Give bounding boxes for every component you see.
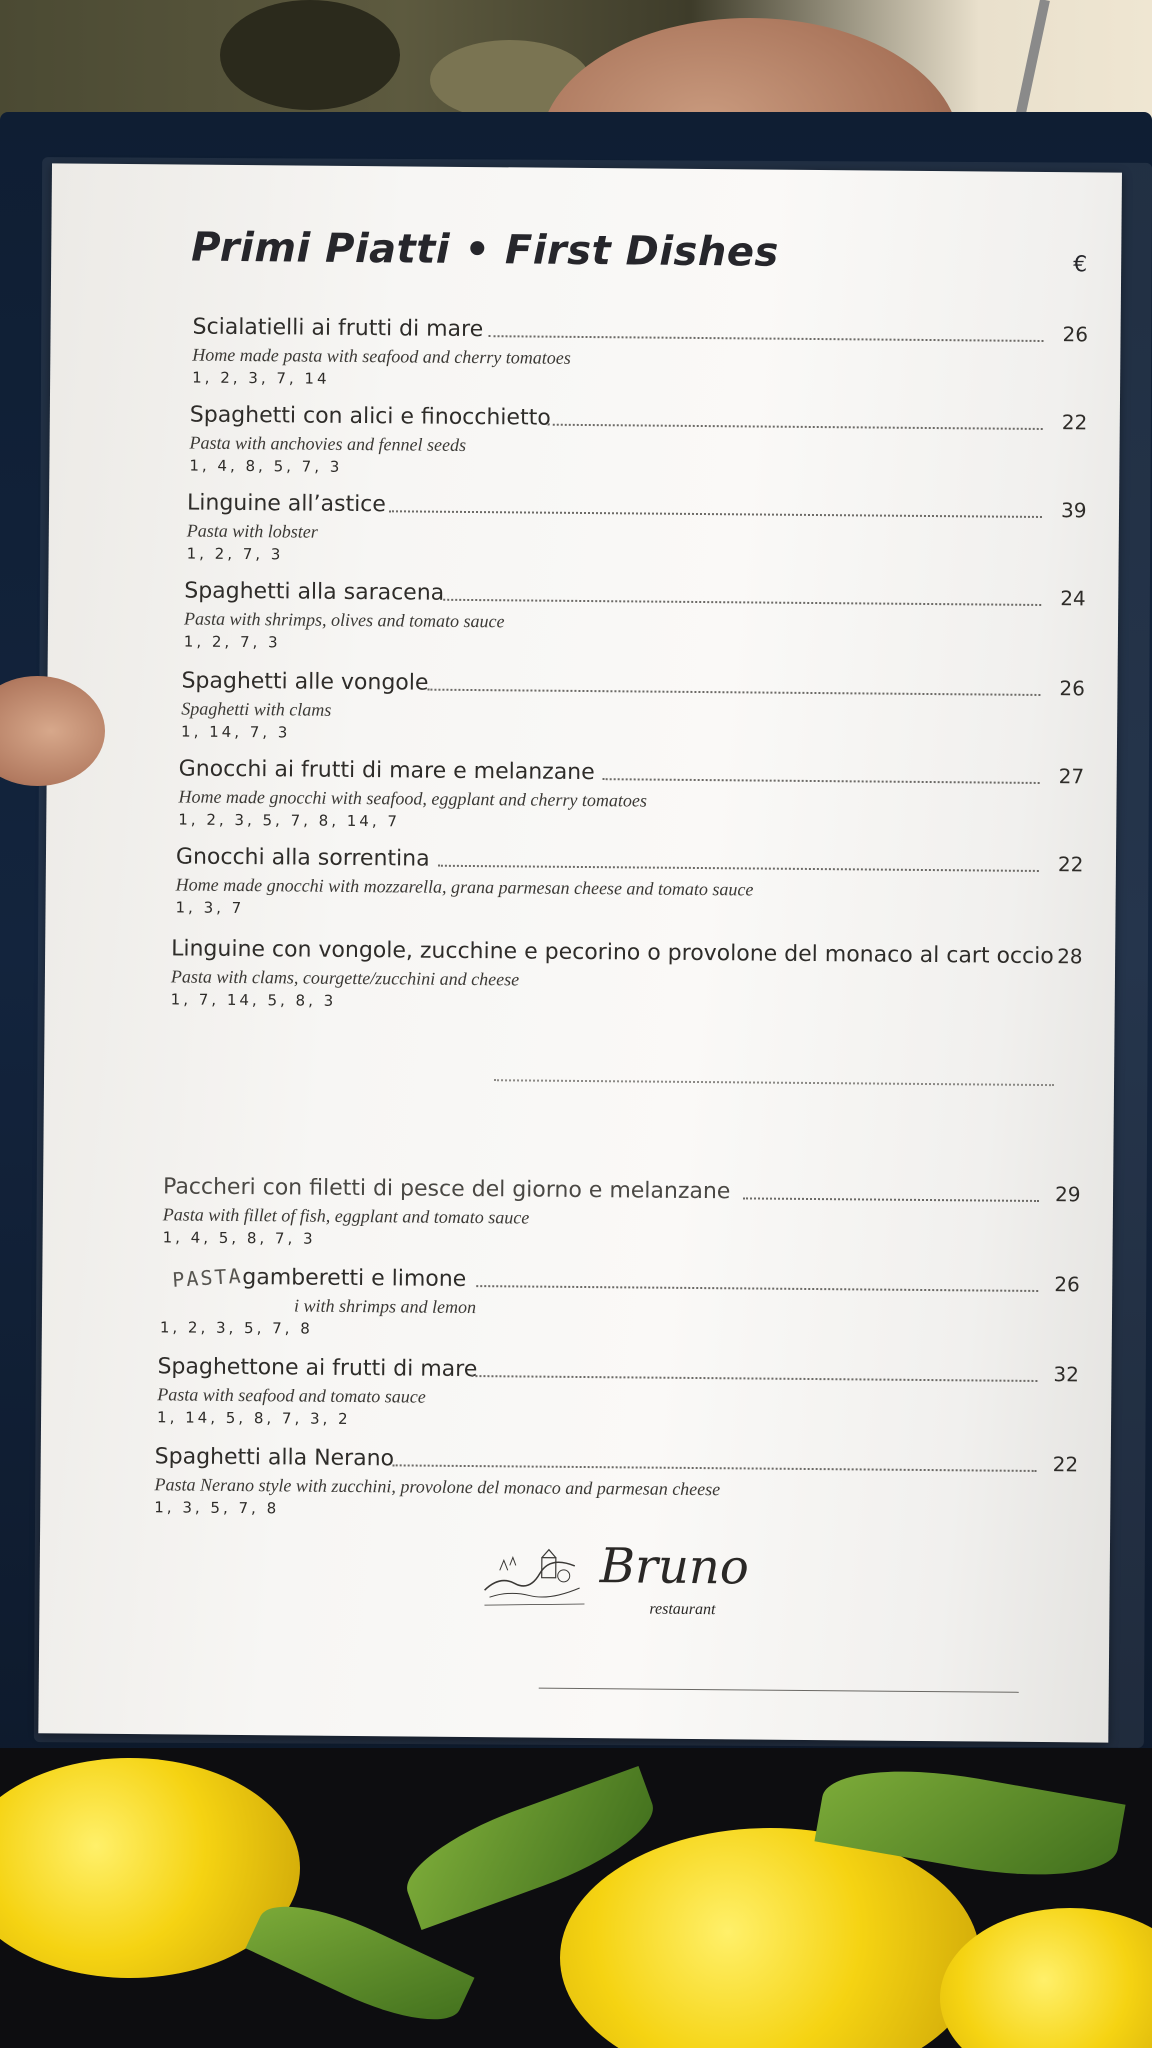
item-price: 39 <box>1060 498 1087 523</box>
menu-item <box>50 313 1121 412</box>
item-name: Gnocchi alla sorrentina <box>175 844 430 872</box>
item-name: Spaghettone ai frutti di mare <box>157 1354 478 1383</box>
item-allergens: 1, 3, 5, 7, 8 <box>154 1498 280 1518</box>
item-description: Pasta with fillet of fish, eggplant and tomato sauce <box>162 1204 530 1228</box>
item-allergens: 1, 2, 3, 5, 7, 8 <box>159 1318 313 1338</box>
item-description: Home made gnocchi with seafood, eggplant and cherry tomatoes <box>178 786 647 811</box>
menu-title: Primi Piatti • First Dishes <box>191 224 779 276</box>
handwritten-note: PASTA <box>171 1263 244 1292</box>
currency-symbol: € <box>1073 252 1088 278</box>
item-name: Paccheri con filetti di pesce del giorno e melanzane <box>162 1174 731 1205</box>
item-name: Linguine all’astice <box>186 490 386 518</box>
menu-item <box>48 489 1119 588</box>
coast-sketch-icon <box>479 1535 590 1616</box>
restaurant-logo: Bruno <box>599 1538 749 1596</box>
leader-dots <box>427 689 1040 696</box>
leader-dots <box>443 599 1041 606</box>
lemon-shape <box>560 1828 980 2048</box>
menu-item <box>45 843 1116 942</box>
item-description: Pasta Nerano style with zucchini, provolone del monaco and parmesan cheese <box>154 1474 721 1500</box>
item-name: Spaghetti con alici e finocchietto <box>189 402 551 431</box>
item-price: 28 <box>1057 944 1083 969</box>
item-allergens: 1, 4, 8, 5, 7, 3 <box>189 456 343 476</box>
item-description: i with shrimps and lemon <box>293 1295 477 1318</box>
item-description: Spaghetti with clams <box>181 698 332 720</box>
lemon-print-fabric <box>0 1748 1152 2048</box>
menu-item <box>42 1173 1113 1272</box>
camo-shape <box>220 0 400 110</box>
menu-item <box>44 935 1115 1034</box>
item-name: Spaghetti alla Nerano <box>154 1444 395 1472</box>
item-price: 26 <box>1062 322 1089 347</box>
item-name: Spaghetti alla saracena <box>184 578 445 606</box>
leader-dots <box>389 510 1042 518</box>
item-name: Gnocchi ai frutti di mare e melanzane <box>178 756 595 786</box>
item-name: gamberetti e limone <box>242 1265 467 1292</box>
leader-dots <box>393 1464 1037 1472</box>
item-description: Pasta with anchovies and fennel seeds <box>189 432 467 455</box>
item-price: 22 <box>1052 1452 1079 1477</box>
item-price: 22 <box>1057 852 1084 877</box>
item-price: 22 <box>1061 410 1088 435</box>
item-allergens: 1, 4, 5, 8, 7, 3 <box>162 1228 316 1248</box>
menu-page <box>38 163 1122 1742</box>
leader-dots <box>603 778 1040 784</box>
footer-divider <box>539 1688 1019 1693</box>
leader-dots <box>438 865 1039 872</box>
item-allergens: 1, 14, 7, 3 <box>180 722 291 742</box>
item-allergens: 1, 2, 3, 5, 7, 8, 14, 7 <box>178 810 401 831</box>
item-allergens: 1, 3, 7 <box>175 898 245 918</box>
item-price: 24 <box>1060 586 1086 611</box>
item-description: Home made pasta with seafood and cherry tomatoes <box>192 344 571 368</box>
leader-dots <box>494 1079 1054 1086</box>
menu-item <box>41 1353 1112 1452</box>
menu-item <box>47 667 1118 766</box>
item-description: Pasta with seafood and tomato sauce <box>157 1384 426 1407</box>
item-allergens: 1, 2, 7, 3 <box>183 632 281 652</box>
menu-item <box>40 1443 1111 1542</box>
item-name: Scialatielli ai frutti di mare <box>192 314 484 343</box>
item-allergens: 1, 14, 5, 8, 7, 3, 2 <box>157 1408 351 1428</box>
leader-dots <box>476 1285 1038 1292</box>
item-allergens: 1, 7, 14, 5, 8, 3 <box>170 990 337 1010</box>
restaurant-logo-subtitle: restaurant <box>649 1600 716 1619</box>
item-allergens: 1, 2, 7, 3 <box>186 544 284 564</box>
item-price: 26 <box>1059 676 1086 701</box>
menu-item <box>46 755 1117 854</box>
leader-dots <box>743 1197 1039 1202</box>
item-description: Pasta with clams, courgette/zucchini and cheese <box>170 966 520 990</box>
leader-dots <box>489 335 1044 342</box>
item-name: Linguine con vongole, zucchine e pecorino o provolone del monaco al cart occio <box>171 936 1054 970</box>
leader-dots <box>471 1375 1037 1382</box>
item-description: Home made gnocchi with mozzarella, grana parmesan cheese and tomato sauce <box>175 874 754 900</box>
leader-dots <box>548 424 1043 430</box>
item-description: Pasta with shrimps, olives and tomato sauce <box>183 608 505 632</box>
menu-item <box>48 577 1119 676</box>
item-allergens: 1, 2, 3, 7, 14 <box>192 368 330 388</box>
item-description: Pasta with lobster <box>186 520 318 542</box>
item-price: 26 <box>1054 1272 1080 1297</box>
item-price: 32 <box>1053 1362 1080 1387</box>
item-price: 29 <box>1054 1182 1081 1207</box>
item-price: 27 <box>1058 764 1085 789</box>
menu-item <box>49 401 1120 500</box>
item-name: Spaghetti alle vongole <box>181 668 429 696</box>
